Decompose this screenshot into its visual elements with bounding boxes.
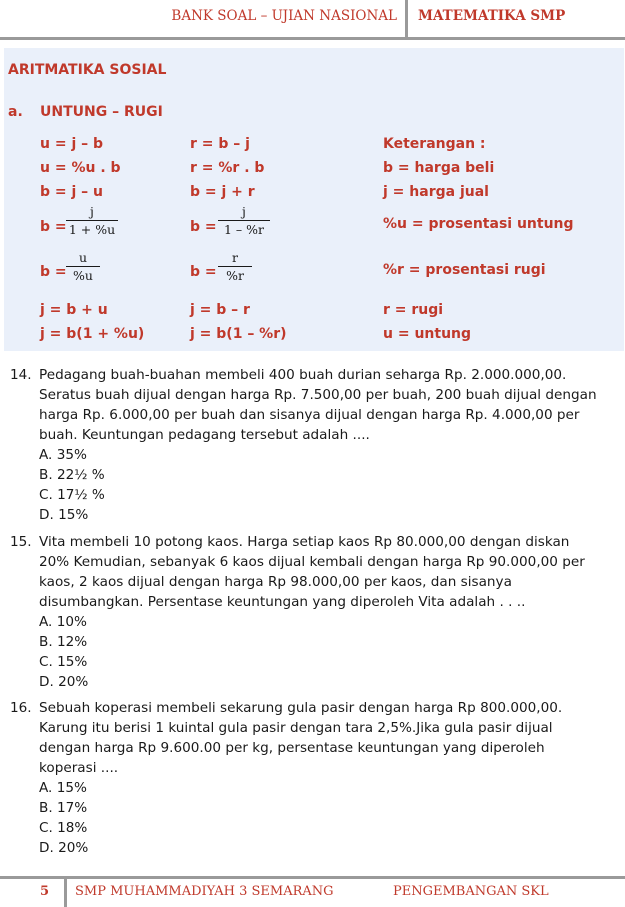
footer-school: SMP MUHAMMADIYAH 3 SEMARANG	[75, 884, 334, 899]
answer-option: B. 12%	[39, 634, 88, 650]
fraction-denominator: %r	[226, 268, 244, 283]
answer-option: D. 15%	[39, 507, 89, 523]
answer-option: A. 15%	[39, 780, 87, 796]
formula-b-j-u: b = j – u	[40, 184, 104, 200]
formula-u-pct-b: u = %u . b	[40, 160, 121, 176]
keterangan-pct-u: %u = prosentasi untung	[383, 216, 574, 232]
frac1-mid-label: b =	[190, 219, 217, 235]
question-text-line: kaos, 2 kaos dijual dengan harga Rp 98.000,00 per kaos, dan sisanya	[39, 574, 512, 590]
question-text-line: Karung itu berisi 1 kuintal gula pasir dengan tara 2,5%.Jika gula pasir dijual	[39, 720, 553, 736]
fraction-u-over-pct-u	[66, 250, 100, 283]
footer-divider	[64, 879, 67, 907]
question-text-line: disumbangkan. Persentase keuntungan yang diperoleh Vita adalah . . ..	[39, 594, 526, 610]
formula-j-b-r: j = b – r	[190, 302, 250, 318]
question-text-line: Seratus buah dijual dengan harga Rp. 7.500,00 per buah, 200 buah dijual dengan	[39, 387, 597, 403]
question-text-line: buah. Keuntungan pedagang tersebut adalah ....	[39, 427, 370, 443]
answer-option: D. 20%	[39, 840, 89, 856]
question-number: 15.	[10, 534, 32, 550]
footer-rule	[0, 876, 625, 879]
formula-j-b-1-minus-r: j = b(1 – %r)	[190, 326, 287, 342]
header-left-title: BANK SOAL – UJIAN NASIONAL	[171, 8, 397, 24]
footer-right-title: PENGEMBANGAN SKL	[393, 884, 549, 899]
question-number: 14.	[10, 367, 32, 383]
keterangan-pct-r: %r = prosentasi rugi	[383, 262, 546, 278]
header-divider	[405, 0, 408, 38]
question-text-line: Vita membeli 10 potong kaos. Harga setiap kaos Rp 80.000,00 dengan diskan	[39, 534, 570, 550]
question-text-line: 20% Kemudian, sebanyak 6 kaos dijual kembali dengan harga Rp 90.000,00 per	[39, 554, 585, 570]
formula-u-j-b: u = j – b	[40, 136, 104, 152]
fraction-numerator: u	[78, 250, 88, 265]
fraction-denominator: %u	[73, 268, 93, 283]
answer-option: B. 22½ %	[39, 467, 105, 483]
fraction-numerator: j	[90, 204, 94, 219]
question-14	[39, 365, 609, 525]
question-text-line: Pedagang buah-buahan membeli 400 buah durian seharga Rp. 2.000.000,00.	[39, 367, 567, 383]
answer-option: A. 35%	[39, 447, 87, 463]
fraction-j-over-1-plus-u	[66, 204, 118, 237]
fraction-numerator: r	[232, 250, 238, 265]
header-right-title: MATEMATIKA SMP	[418, 8, 566, 24]
question-text-line: dengan harga Rp 9.600.00 per kg, persentase keuntungan yang diperoleh	[39, 740, 545, 756]
keterangan-title: Keterangan :	[383, 136, 486, 152]
question-text-line: Sebuah koperasi membeli sekarung gula pasir dengan harga Rp 800.000,00.	[39, 700, 563, 716]
keterangan-b: b = harga beli	[383, 160, 495, 176]
fraction-r-over-pct-r	[218, 250, 252, 283]
frac2-mid-label: b =	[190, 264, 217, 280]
fraction-j-over-1-minus-r	[218, 204, 270, 237]
frac2-left-label: b =	[40, 264, 67, 280]
frac1-left-label: b =	[40, 219, 67, 235]
question-text-line: harga Rp. 6.000,00 per buah dan sisanya dijual dengan harga Rp. 4.000,00 per	[39, 407, 580, 423]
question-text-line: koperasi ....	[39, 760, 119, 776]
question-16	[39, 698, 609, 858]
fraction-denominator: 1 – %r	[223, 222, 264, 237]
answer-option: C. 17½ %	[39, 487, 105, 503]
formula-j-b-1-plus-u: j = b(1 + %u)	[40, 326, 145, 342]
keterangan-r: r = rugi	[383, 302, 444, 318]
answer-option: B. 17%	[39, 800, 88, 816]
formula-r-pct-b: r = %r . b	[190, 160, 265, 176]
question-15	[39, 532, 609, 692]
formula-b-j-r: b = j + r	[190, 184, 255, 200]
header-rule	[0, 37, 625, 40]
fraction-numerator: j	[242, 204, 246, 219]
box-title: ARITMATIKA SOSIAL	[8, 62, 167, 78]
question-number: 16.	[10, 700, 32, 716]
formula-j-b-u: j = b + u	[40, 302, 108, 318]
section-title: UNTUNG – RUGI	[40, 104, 163, 120]
answer-option: C. 18%	[39, 820, 88, 836]
answer-option: A. 10%	[39, 614, 87, 630]
answer-option: C. 15%	[39, 654, 88, 670]
fraction-denominator: 1 + %u	[68, 222, 116, 237]
keterangan-u: u = untung	[383, 326, 472, 342]
keterangan-j: j = harga jual	[383, 184, 489, 200]
formula-r-b-j: r = b – j	[190, 136, 250, 152]
answer-option: D. 20%	[39, 674, 89, 690]
section-letter: a.	[8, 104, 23, 120]
page-number: 5	[40, 884, 50, 899]
